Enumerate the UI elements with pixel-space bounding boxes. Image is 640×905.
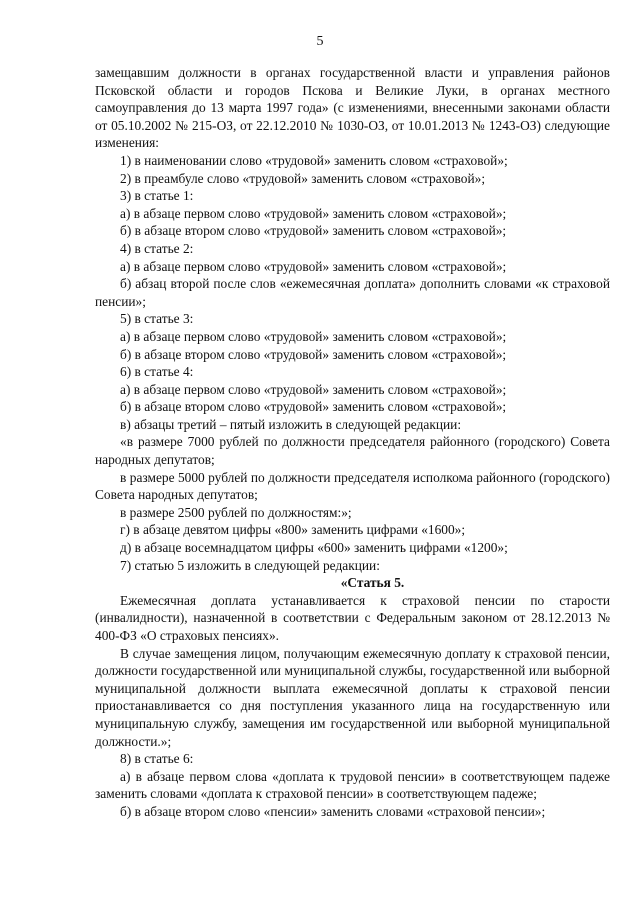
list-item-6: 6) в статье 4: [120, 364, 194, 380]
list-item-7: 7) статью 5 изложить в следующей редакции: [120, 557, 380, 573]
list-item-6b: б) в абзаце втором слово «трудовой» заменить словом «страховой»; [120, 399, 507, 415]
list-item-6g: г) в абзаце девятом цифры «800» заменить цифрами «1600»; [120, 522, 466, 538]
list-item-6d: д) в абзаце восемнадцатом цифры «600» заменить цифрами «1200»; [120, 540, 508, 556]
list-item-5a: а) в абзаце первом слово «трудовой» заменить словом «страховой»; [120, 328, 507, 344]
quoted-paragraph-2: в размере 5000 рублей по должности председателя исполкома районного (городского) Совета народных депутатов; [95, 469, 610, 503]
quoted-paragraph-1: «в размере 7000 рублей по должности председателя районного (городского) Совета народных депутатов; [95, 434, 610, 468]
paragraph-intro: замещавшим должности в органах государственной власти и управления районов Псковской области и городов Пскова и Великие Луки, в органах местного самоуправления до 13 марта 1997 года» (с изменениями, внесенными законами области от 05.10.2002 № 215-ОЗ, от 22.12.2010 № 1030-ОЗ, от 10.01.2013 № 1243-ОЗ) следующие изменения: [95, 65, 610, 151]
list-item-3a: а) в абзаце первом слово «трудовой» заменить словом «страховой»; [120, 205, 507, 221]
list-item-2: 2) в преамбуле слово «трудовой» заменить словом «страховой»; [120, 170, 486, 186]
list-item-5: 5) в статье 3: [120, 311, 194, 327]
list-item-8a: а) в абзаце первом слова «доплата к трудовой пенсии» в соответствующем падеже заменить словами «доплата к страховой пенсии» в соответствующем падеже; [95, 768, 610, 802]
list-item-3: 3) в статье 1: [120, 188, 194, 204]
list-item-5b: б) в абзаце втором слово «трудовой» заменить словом «страховой»; [120, 346, 507, 362]
list-item-4: 4) в статье 2: [120, 240, 194, 256]
list-item-8: 8) в статье 6: [120, 751, 194, 767]
page-number: 5 [316, 34, 324, 49]
list-item-3b: б) в абзаце втором слово «трудовой» заменить словом «страховой»; [120, 223, 507, 239]
list-item-4a: а) в абзаце первом слово «трудовой» заменить словом «страховой»; [120, 258, 507, 274]
quoted-paragraph-3: в размере 2500 рублей по должностям:»; [120, 504, 352, 520]
list-item-4b: б) абзац второй после слов «ежемесячная доплата» дополнить словами «к страховой пенсии»; [95, 276, 610, 309]
list-item-8b: б) в абзаце втором слово «пенсии» заменить словами «страховой пенсии»; [120, 803, 546, 819]
article-heading: «Статья 5. [340, 575, 405, 591]
list-item-6a: а) в абзаце первом слово «трудовой» заменить словом «страховой»; [120, 381, 507, 397]
list-item-1: 1) в наименовании слово «трудовой» заменить словом «страховой»; [120, 152, 508, 168]
list-item-6v: в) абзацы третий – пятый изложить в следующей редакции: [120, 416, 462, 432]
document-body [95, 64, 610, 821]
article-paragraph-2: В случае замещения лицом, получающим ежемесячную доплату к страховой пенсии, должности государственной или муниципальной службы, государственной или выборной муниципальной должности выплата ежемесячной доплаты к страховой пенсии приостанавливается со дня поступления указанного лица на государственную или муниципальную службу, замещения им государственной или выборной муниципальной должности.»; [95, 645, 610, 749]
article-paragraph-1: Ежемесячная доплата устанавливается к страховой пенсии по старости (инвалидности), назначенной в соответствии с Федеральным законом от 28.12.2013 № 400-ФЗ «О страховых пенсиях». [95, 592, 610, 643]
